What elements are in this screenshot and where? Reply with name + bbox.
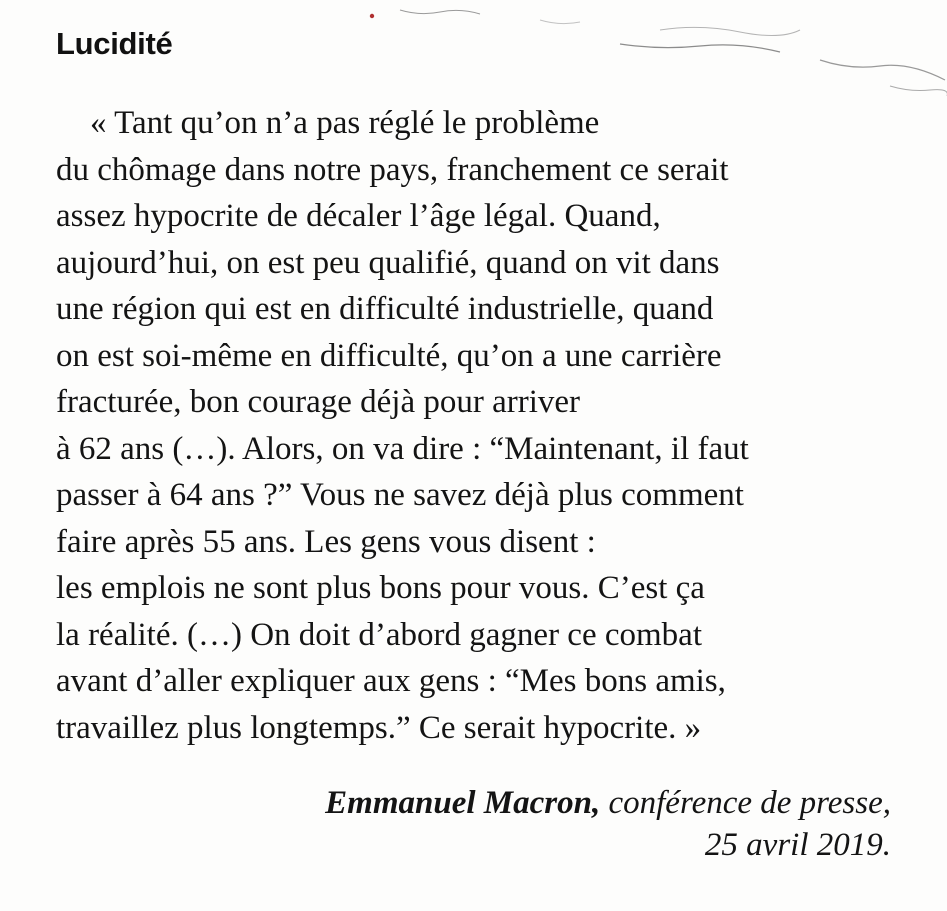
quote-paragraph <box>56 100 906 751</box>
quote-line: on est soi-même en difficulté, qu’on a une carrière <box>56 337 722 374</box>
article-title: Lucidité <box>56 26 173 61</box>
quote-line: aujourd’hui, on est peu qualifié, quand on vit dans <box>56 244 720 281</box>
author-name: Emmanuel Macron, <box>325 785 601 821</box>
quote-line: travaillez plus longtemps.” Ce serait hypocrite. » <box>56 709 702 746</box>
quote-line: avant d’aller expliquer aux gens : “Mes bons amis, <box>56 663 726 699</box>
attribution-line <box>325 782 891 824</box>
quote-line: les emplois ne sont plus bons pour vous. C’est ça <box>56 570 705 606</box>
quote-line: la réalité. (…) On doit d’abord gagner ce combat <box>56 616 702 653</box>
quote-attribution <box>325 782 891 866</box>
quote-line: « Tant qu’on n’a pas réglé le problème <box>90 105 600 141</box>
quote-line: fracturée, bon courage déjà pour arriver <box>56 384 581 420</box>
quote-line: faire après 55 ans. Les gens vous disent : <box>56 523 596 560</box>
quote-line: passer à 64 ans ?” Vous ne savez déjà plus comment <box>56 477 744 513</box>
quote-line: une région qui est en difficulté industrielle, quand <box>56 291 714 327</box>
quote-line: du chômage dans notre pays, franchement ce serait <box>56 151 729 188</box>
source-name: conférence de presse, <box>600 785 891 821</box>
attribution-date: 25 avril 2019. <box>704 827 891 863</box>
quote-line: assez hypocrite de décaler l’âge légal. Quand, <box>56 198 661 234</box>
quote-line: à 62 ans (…). Alors, on va dire : “Maintenant, il faut <box>56 430 749 467</box>
